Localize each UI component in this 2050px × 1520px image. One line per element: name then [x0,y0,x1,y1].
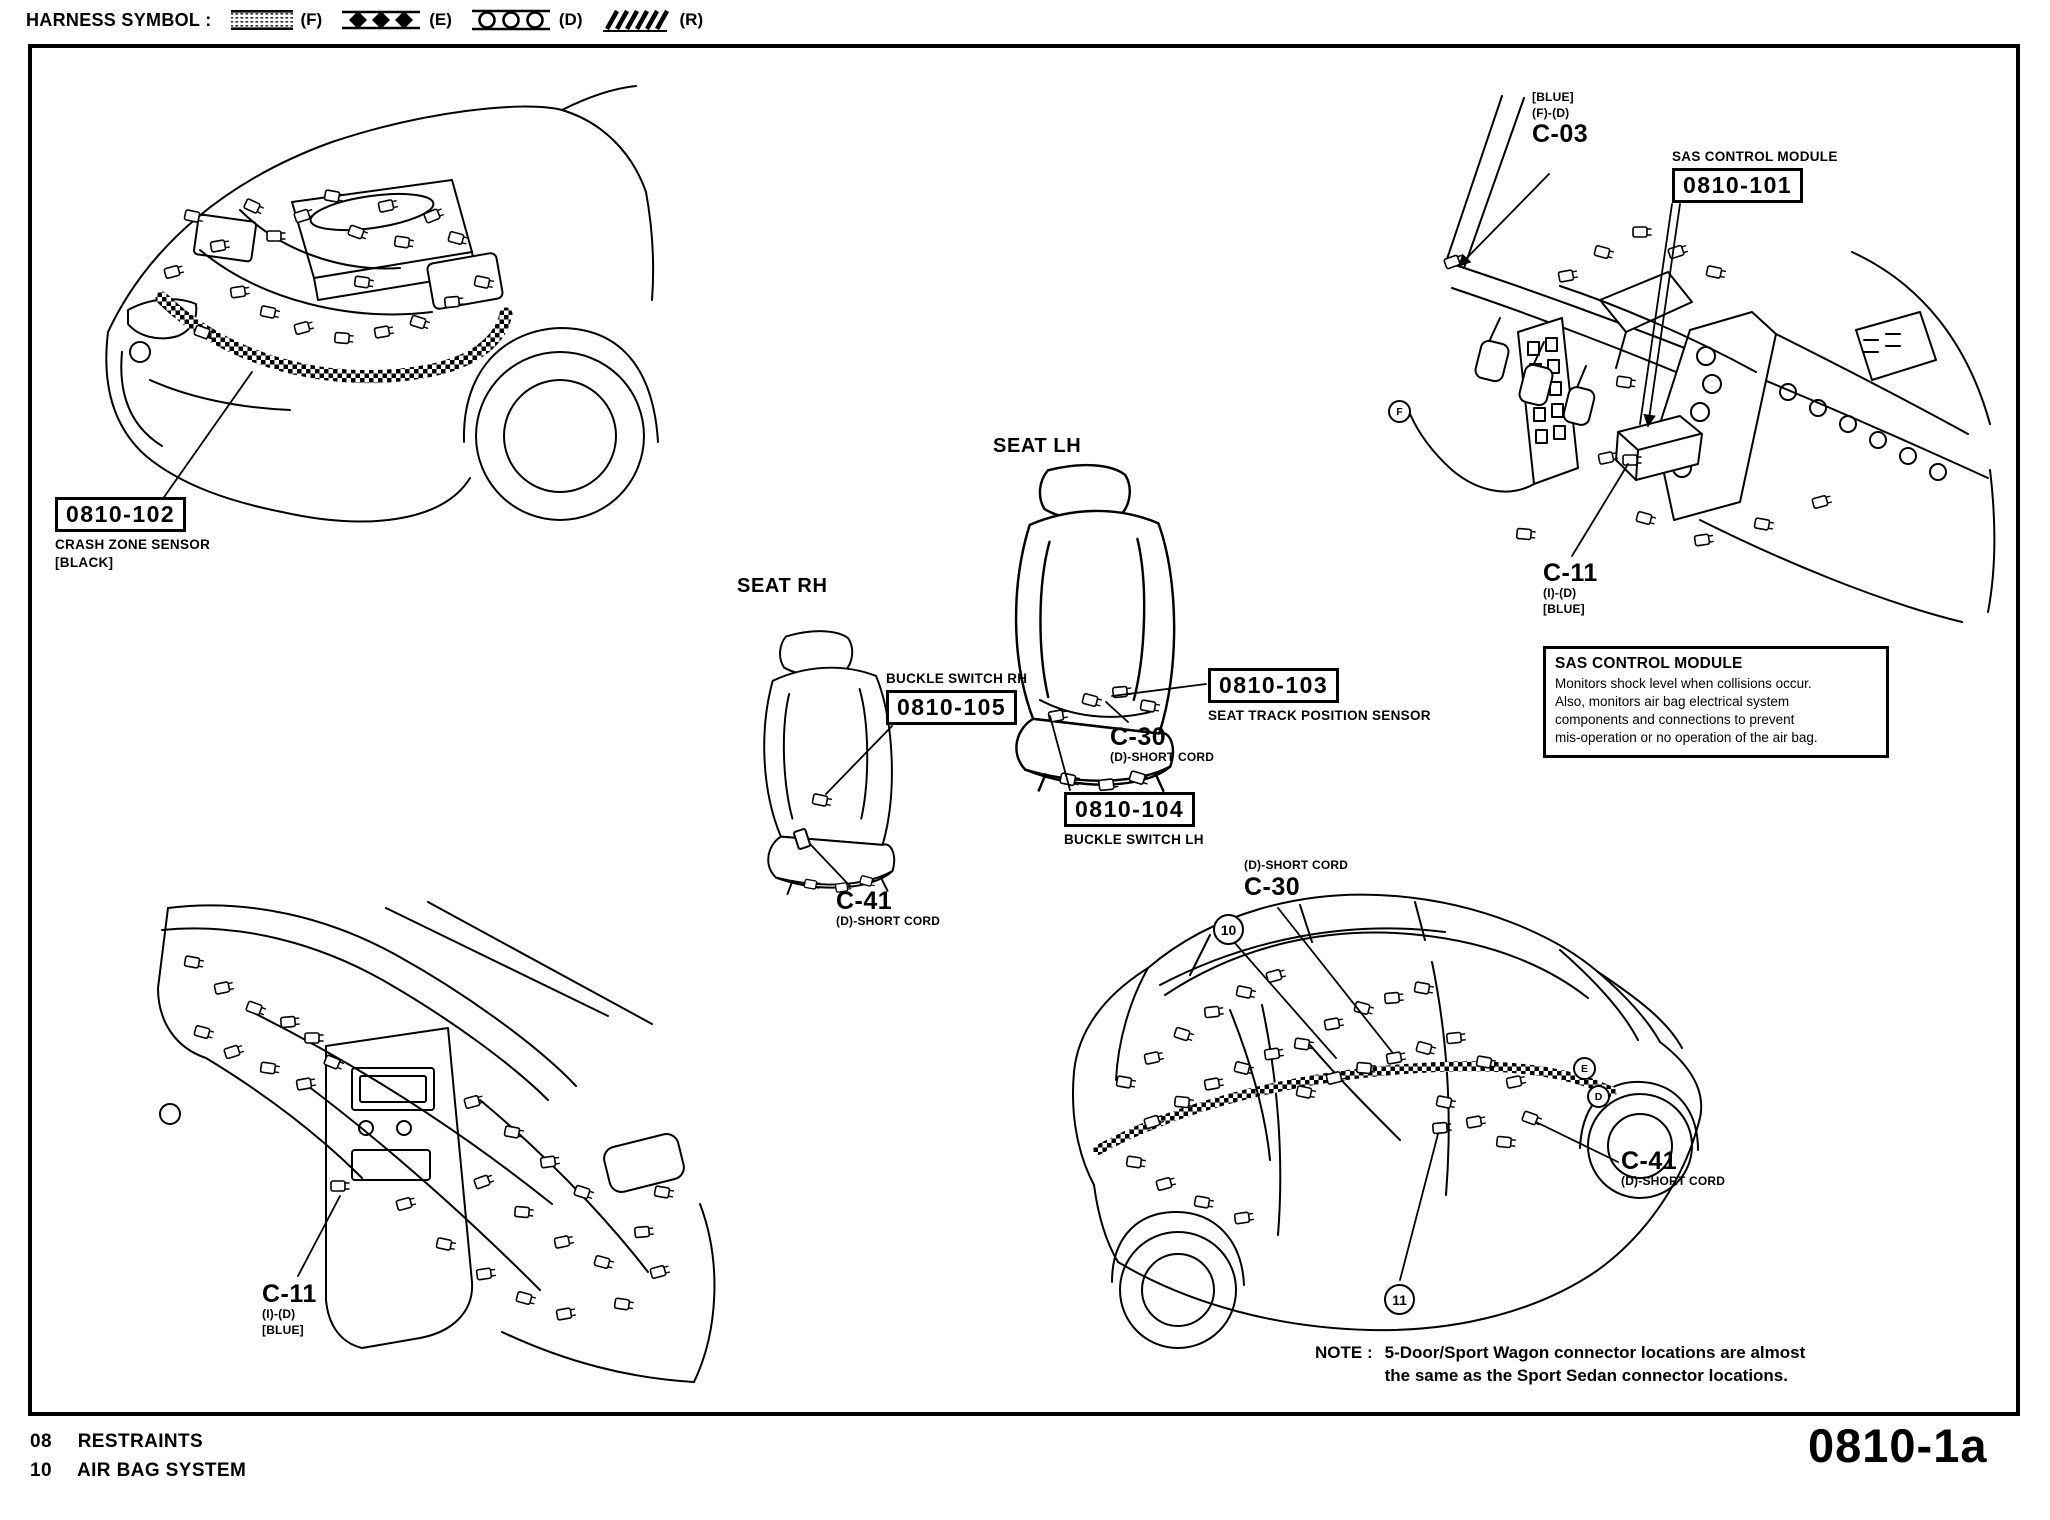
footer-chapter-row [30,1428,246,1457]
c11-upper-color: [BLUE] [1543,601,1585,616]
leader-c11-upper [1572,464,1628,556]
info-box-line1: Monitors shock level when collisions occur. [1555,676,1812,691]
floor-harness-band [1098,1066,1612,1150]
engine-bay-drawing [106,86,658,521]
ref-0810-102: 0810-102 [55,497,186,532]
leader-c30-sedan [1278,908,1392,1052]
leader-c03 [1459,174,1549,266]
c41-seat-callout [836,888,940,930]
c11-lower-harness: (I)-(D) [262,1307,296,1322]
legend-code-d: (D) [558,10,583,29]
footer-section-block [30,1428,246,1485]
sas-module-callout [1672,148,1838,203]
leader-c41-sedan [1536,1122,1618,1162]
c41-sedan-harness: (D)-SHORT CORD [1621,1174,1726,1189]
info-box-line4: mis-operation or no operation of the air bag. [1555,730,1818,746]
c30-sedan-code: C-30 [1244,872,1301,901]
page-code: 0810-1a [1808,1419,1988,1472]
c03-color: [BLUE] [1532,90,1574,104]
front-wheel [476,352,644,520]
ref-0810-104: 0810-104 [1064,792,1195,827]
passenger-airbag [602,1131,687,1194]
c41-sedan-callout [1621,1148,1725,1190]
note-line1: 5-Door/Sport Wagon connector locations are almost [1384,1343,1806,1362]
c11-lower-color: [BLUE] [262,1322,304,1337]
leader-crash-zone-sensor [162,372,252,500]
leader-marker-11 [1400,1134,1438,1280]
c11-upper-callout [1543,560,1598,617]
circled-e-marker: E [1573,1057,1596,1080]
c11-upper-harness: (I)-(D) [1543,586,1577,601]
seat-lh-title: SEAT LH [993,435,1082,457]
crash-zone-sensor-color: [BLACK] [55,554,114,570]
c03-code: C-03 [1532,120,1589,149]
circled-10-marker: 10 [1213,914,1244,945]
buckle-rh-caption: BUCKLE SWITCH RH [886,671,1028,686]
rear-wheel [1120,1232,1236,1348]
note-line2: the same as the Sport Sedan connector locations. [1384,1365,1788,1385]
legend-title: HARNESS SYMBOL : [26,9,212,30]
ref-0810-105: 0810-105 [886,690,1017,725]
sedan-drawing [1073,895,1701,1348]
legend-code-r: (R) [679,10,704,29]
ref-0810-101: 0810-101 [1672,168,1803,203]
note-prefix: NOTE : [1315,1343,1373,1362]
buckle-lh-caption: BUCKLE SWITCH LH [1064,832,1204,848]
c30-sedan-callout [1244,858,1348,900]
leader-marker-10 [1234,942,1336,1058]
footer-chapter-number: 08 [30,1431,52,1452]
legend-code-f: (F) [300,10,323,29]
crash-zone-sensor-callout [55,497,210,572]
c11-upper-code: C-11 [1543,559,1598,587]
circled-d-marker: D [1587,1085,1610,1108]
note-body [1385,1342,1806,1388]
note-block [1315,1342,1805,1388]
crash-zone-sensor-caption: CRASH ZONE SENSOR [55,537,211,553]
legend-code-e: (E) [429,10,452,29]
footer-chapter-title: RESTRAINTS [77,1431,204,1452]
c03-callout [1532,90,1588,147]
c41-sedan-code: C-41 [1621,1147,1678,1175]
buckle-switch-rh-callout [886,670,1027,725]
c30-sedan-harness: (D)-SHORT CORD [1244,858,1349,872]
ref-0810-103: 0810-103 [1208,668,1339,703]
buckle-switch-lh-callout [1064,792,1204,849]
circled-11-marker: 11 [1384,1284,1415,1315]
seat-rh-drawing [764,631,894,894]
footer-section-title: AIR BAG SYSTEM [76,1459,247,1481]
c41-seat-code: C-41 [836,887,893,915]
info-box-line2: Also, monitors air bag electrical system [1555,694,1790,710]
c11-lower-callout [262,1281,317,1338]
c41-seat-harness: (D)-SHORT CORD [836,914,941,929]
sas-module-info-box [1543,646,1889,758]
footer-section-row [30,1457,246,1486]
info-box-line3: components and connections to prevent [1555,712,1795,728]
c30-seat-code: C-30 [1110,723,1167,751]
c03-harness: (F)-(D) [1532,105,1570,120]
seat-rh-title: SEAT RH [737,575,828,597]
dash-lower-left-drawing [158,902,714,1382]
c30-seat-callout [1110,724,1214,766]
footer-section-number: 10 [30,1459,52,1481]
sas-callout-caption: SAS CONTROL MODULE [1672,149,1838,164]
circled-f-marker: F [1388,400,1411,423]
info-box-title: SAS CONTROL MODULE [1555,655,1743,672]
pedal [1474,339,1510,383]
c30-seat-harness: (D)-SHORT CORD [1110,750,1215,765]
seat-track-caption: SEAT TRACK POSITION SENSOR [1208,708,1431,724]
c11-lower-code: C-11 [262,1280,317,1308]
seat-track-sensor-callout [1208,668,1431,725]
